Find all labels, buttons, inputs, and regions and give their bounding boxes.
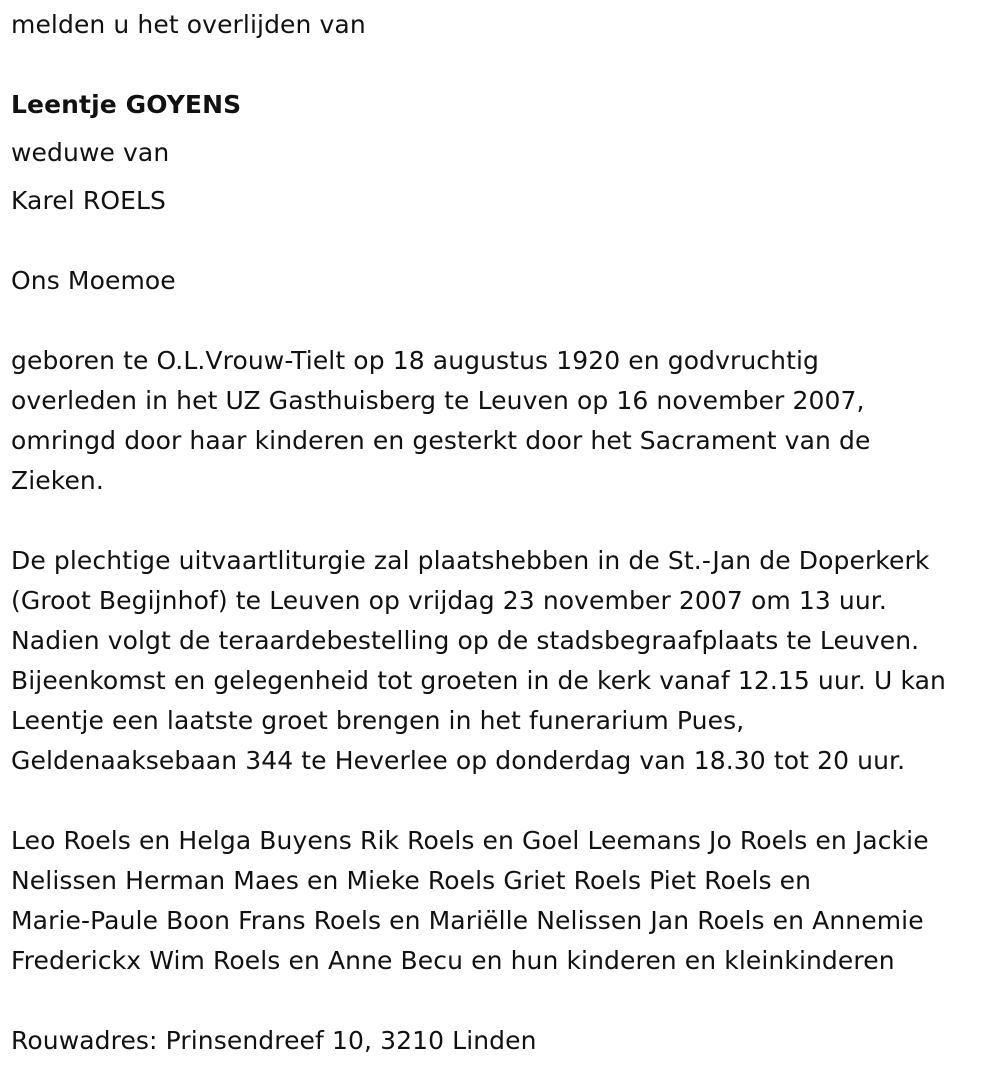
paragraph-line: Frederickx Wim Roels en Anne Becu en hun kinderen en kleinkinderen xyxy=(11,946,895,975)
paragraph-line: Geldenaaksebaan 344 te Heverlee op donderdag van 18.30 tot 20 uur. xyxy=(11,746,906,775)
nickname: Ons Moemoe xyxy=(11,266,176,295)
paragraph-line: Nelissen Herman Maes en Mieke Roels Griet Roels Piet Roels en xyxy=(11,866,812,895)
funeral-paragraph xyxy=(11,541,946,781)
paragraph-line: Leentje een laatste groet brengen in het funerarium Pues, xyxy=(11,706,745,735)
family-paragraph xyxy=(11,821,929,981)
birth-death-paragraph xyxy=(11,341,870,501)
intro-text: melden u het overlijden van xyxy=(11,10,366,39)
mourning-address: Rouwadres: Prinsendreef 10, 3210 Linden xyxy=(11,1026,537,1055)
paragraph-line: De plechtige uitvaartliturgie zal plaatshebben in de St.-Jan de Doperkerk xyxy=(11,546,930,575)
paragraph-line: Zieken. xyxy=(11,466,104,495)
paragraph-line: (Groot Begijnhof) te Leuven op vrijdag 23 november 2007 om 13 uur. xyxy=(11,586,887,615)
paragraph-line: overleden in het UZ Gasthuisberg te Leuven op 16 november 2007, xyxy=(11,386,865,415)
spouse-name: Karel ROELS xyxy=(11,186,167,215)
paragraph-line: geboren te O.L.Vrouw-Tielt op 18 augustus 1920 en godvruchtig xyxy=(11,346,819,375)
paragraph-line: Nadien volgt de teraardebestelling op de stadsbegraafplaats te Leuven. xyxy=(11,626,920,655)
paragraph-line: omringd door haar kinderen en gesterkt door het Sacrament van de xyxy=(11,426,871,455)
paragraph-line: Leo Roels en Helga Buyens Rik Roels en Goel Leemans Jo Roels en Jackie xyxy=(11,826,929,855)
deceased-name: Leentje GOYENS xyxy=(11,90,242,119)
widow-of-label: weduwe van xyxy=(11,138,170,167)
paragraph-line: Marie-Paule Boon Frans Roels en Mariëlle Nelissen Jan Roels en Annemie xyxy=(11,906,924,935)
paragraph-line: Bijeenkomst en gelegenheid tot groeten in de kerk vanaf 12.15 uur. U kan xyxy=(11,666,946,695)
